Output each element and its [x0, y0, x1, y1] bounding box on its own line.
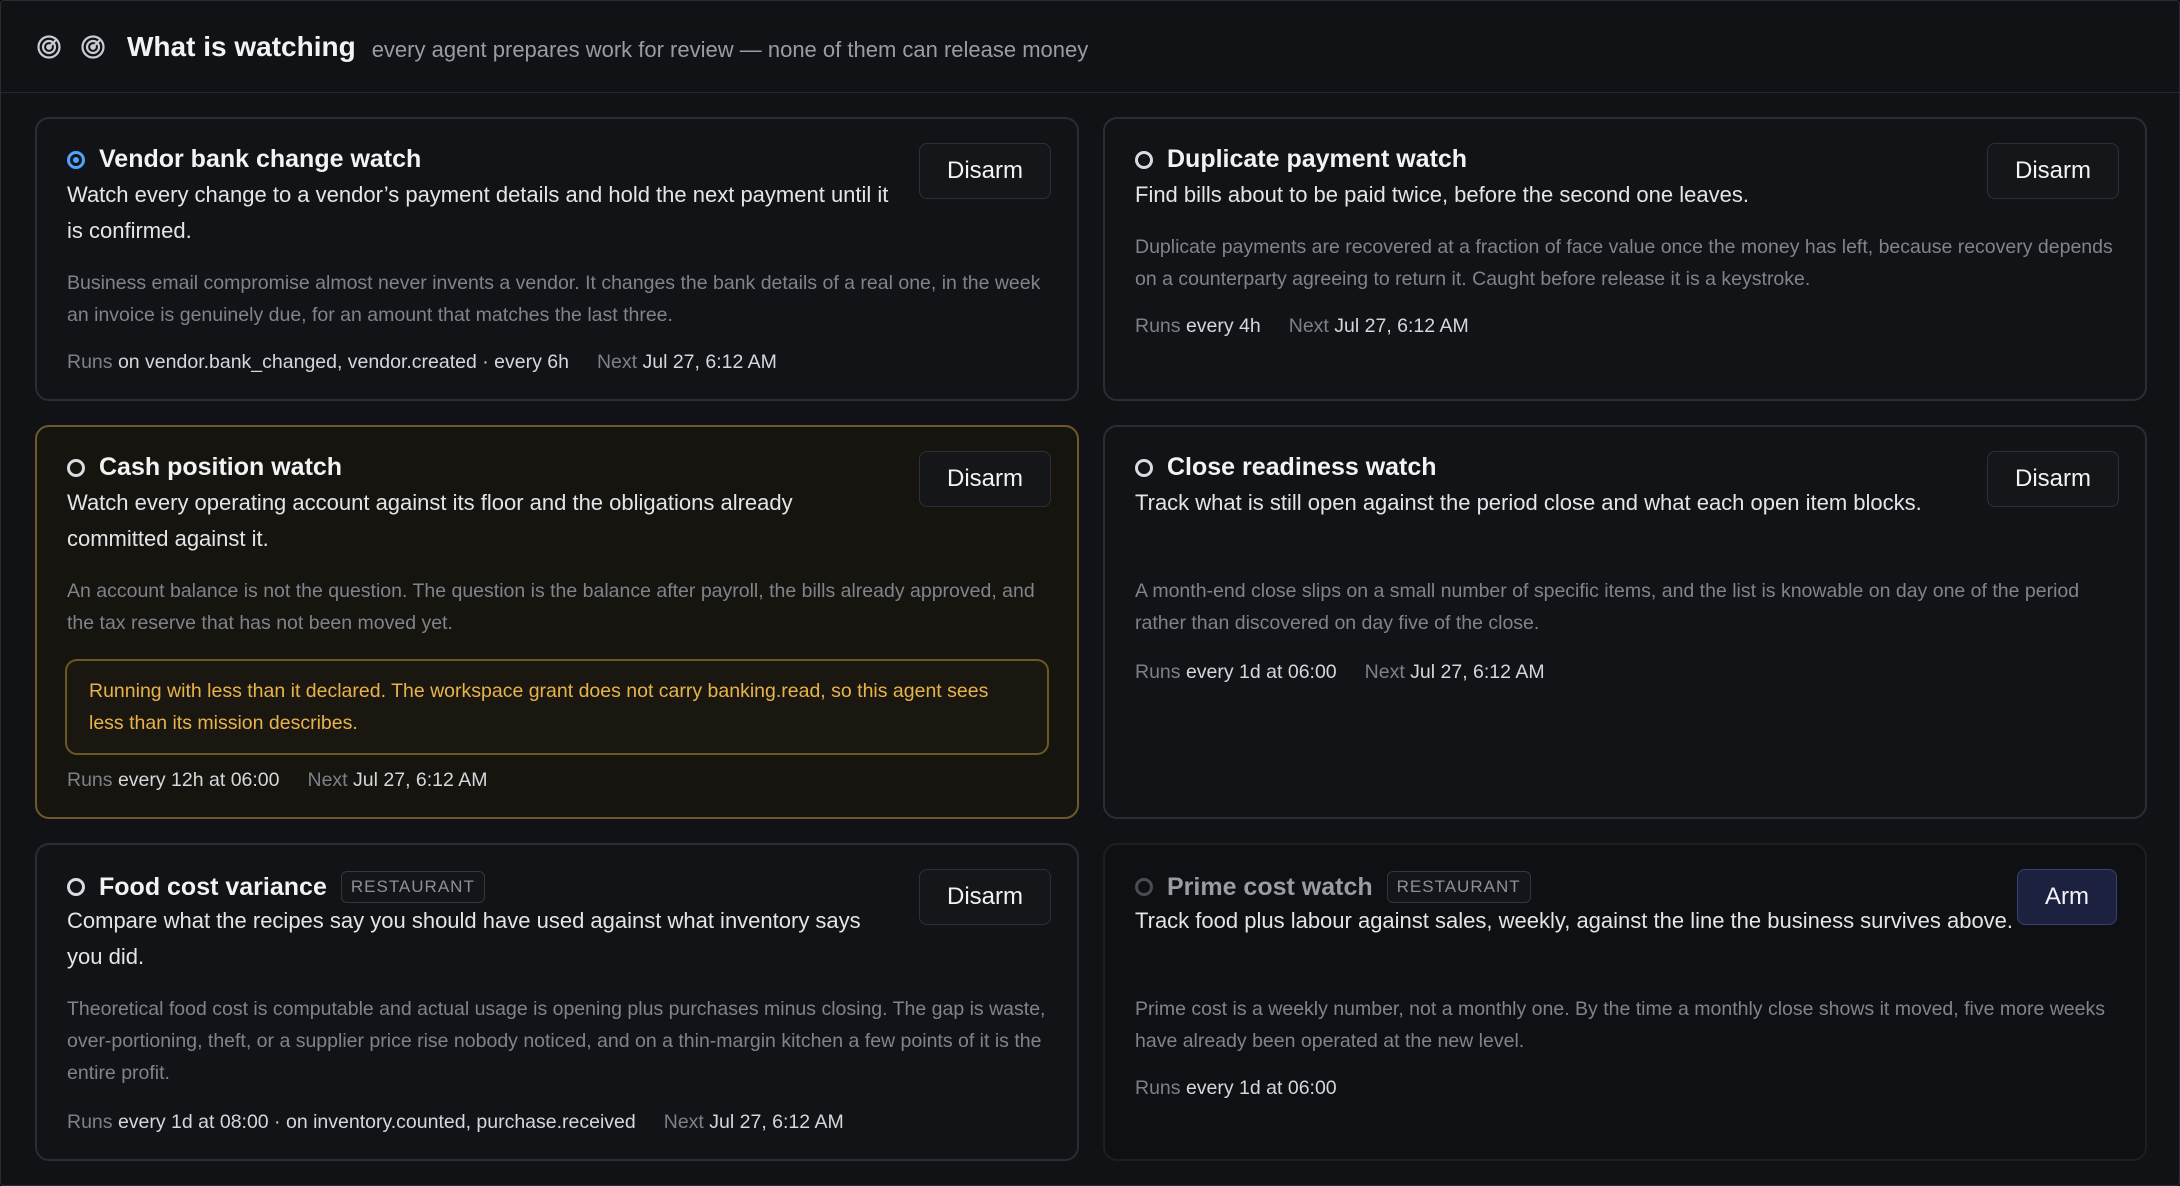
agent-card-close-readiness	[1103, 425, 2147, 819]
disarm-button[interactable]: Disarm	[1987, 143, 2119, 199]
status-disarmed-icon	[1135, 878, 1153, 896]
disarm-button[interactable]: Disarm	[1987, 451, 2119, 507]
agent-card-vendor-bank-change	[35, 117, 1079, 401]
category-badge: RESTAURANT	[1387, 871, 1531, 903]
status-armed-icon	[67, 878, 85, 896]
agent-rationale: Prime cost is a weekly number, not a monthly one. By the time a monthly close shows it moved, five more weeks have already been operated at the new level.	[1135, 998, 2105, 1052]
agent-schedule: Runs every 1d at 06:00	[1135, 1077, 1337, 1099]
next-run-value: Jul 27, 6:12 AM	[353, 769, 488, 791]
agent-schedule: Runs every 4h Next Jul 27, 6:12 AM	[1135, 315, 1469, 337]
runs-value: every 12h at 06:00	[117, 769, 280, 791]
status-armed-icon	[1135, 459, 1153, 477]
arm-button[interactable]: Arm	[2017, 869, 2117, 925]
radar-icon	[79, 33, 107, 61]
agent-title: Duplicate payment watch	[1167, 145, 1468, 173]
next-run-value: Jul 27, 6:12 AM	[642, 351, 777, 373]
panel-header	[1, 1, 2179, 93]
capability-warning: Running with less than it declared. The workspace grant does not carry banking.read, so this agent sees less than its mission describes.	[65, 659, 1049, 755]
agent-rationale: Theoretical food cost is computable and actual usage is opening plus purchases minus closing. The gap is waste, over-portioning, theft, or a supplier price rise nobody noticed, and on a thin-margin kitchen a few points of it is the entire profit.	[67, 998, 1046, 1084]
next-run-value: Jul 27, 6:12 AM	[1334, 315, 1469, 337]
agent-rationale: Business email compromise almost never invents a vendor. It changes the bank details of a real one, in the week an invoice is genuinely due, for an amount that matches the last three.	[67, 272, 1041, 326]
agent-description: Watch every change to a vendor’s payment details and hold the next payment until it is confirmed.	[67, 182, 889, 243]
agent-card-duplicate-payment	[1103, 117, 2147, 401]
runs-value: every 1d at 06:00	[1185, 661, 1337, 683]
runs-value: every 1d at 06:00	[1185, 1077, 1337, 1099]
agent-title: Prime cost watch	[1167, 872, 1373, 901]
agent-rationale: Duplicate payments are recovered at a fraction of face value once the money has left, because recovery depends on a counterparty agreeing to return it. Caught before release it is a keystroke.	[1135, 236, 2113, 290]
agent-description: Track food plus labour against sales, weekly, against the line the business survives above.	[1135, 908, 2014, 933]
agent-card-food-cost-variance	[35, 843, 1079, 1161]
next-run-value: Jul 27, 6:12 AM	[1410, 661, 1545, 683]
runs-value: every 4h	[1185, 315, 1261, 337]
disarm-button[interactable]: Disarm	[919, 869, 1051, 925]
runs-value: on vendor.bank_changed, vendor.created · every 6h	[117, 351, 569, 373]
radar-icon	[35, 33, 63, 61]
agent-card-cash-position	[35, 425, 1079, 819]
runs-value: every 1d at 08:00 · on inventory.counted, purchase.received	[117, 1111, 636, 1133]
agent-schedule: Runs every 1d at 08:00 · on inventory.counted, purchase.received Next Jul 27, 6:12 AM	[67, 1111, 844, 1133]
agent-title: Cash position watch	[99, 453, 343, 481]
agent-title: Vendor bank change watch	[99, 145, 422, 173]
agent-title: Close readiness watch	[1167, 453, 1437, 481]
status-armed-icon	[1135, 151, 1153, 169]
agent-description: Watch every operating account against its floor and the obligations already committed against it.	[67, 490, 793, 551]
status-active-icon	[67, 151, 85, 169]
disarm-button[interactable]: Disarm	[919, 451, 1051, 507]
agent-description: Track what is still open against the period close and what each open item blocks.	[1135, 490, 1922, 515]
agent-card-prime-cost	[1103, 843, 2147, 1161]
category-badge: RESTAURANT	[341, 871, 485, 903]
status-armed-icon	[67, 459, 85, 477]
page-title: What is watching	[127, 30, 356, 62]
agent-schedule: Runs every 1d at 06:00 Next Jul 27, 6:12 AM	[1135, 661, 1545, 683]
next-run-value: Jul 27, 6:12 AM	[709, 1111, 844, 1133]
agent-rationale: An account balance is not the question. The question is the balance after payroll, the bills already approved, and the tax reserve that has not been moved yet.	[67, 580, 1035, 634]
agent-schedule: Runs every 12h at 06:00 Next Jul 27, 6:12 AM	[67, 769, 488, 791]
agent-schedule: Runs on vendor.bank_changed, vendor.created · every 6h Next Jul 27, 6:12 AM	[67, 351, 777, 373]
agent-description: Compare what the recipes say you should have used against what inventory says you did.	[67, 908, 861, 969]
page-subtitle: every agent prepares work for review — none of them can release money	[371, 36, 1089, 62]
disarm-button[interactable]: Disarm	[919, 143, 1051, 199]
agent-rationale: A month-end close slips on a small number of specific items, and the list is knowable on day one of the period rather than discovered on day five of the close.	[1135, 580, 2080, 634]
agent-description: Find bills about to be paid twice, before the second one leaves.	[1135, 182, 1749, 207]
agent-title: Food cost variance	[99, 872, 327, 901]
